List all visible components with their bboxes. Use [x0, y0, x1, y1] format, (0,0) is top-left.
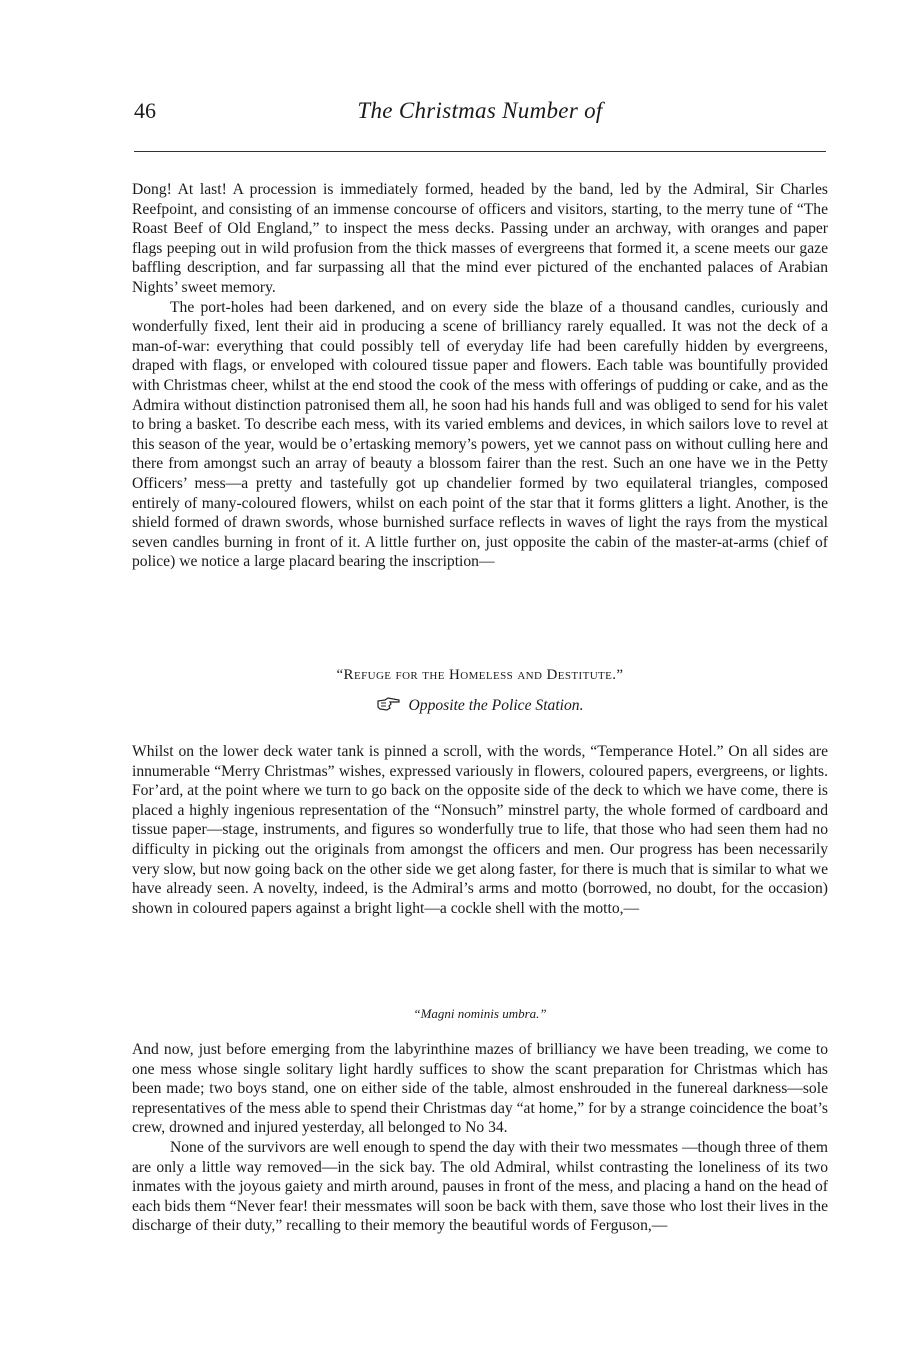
- page-header: [134, 98, 826, 128]
- header-rule: [134, 151, 826, 152]
- pointing-hand-icon: [377, 697, 401, 711]
- article-body-bottom: [132, 1040, 828, 1236]
- placard-subline: [132, 696, 828, 716]
- paragraph-temperance: Whilst on the lower deck water tank is pinned a scroll, with the words, “Temperance Hotel.” On all sides are innumerable “Merry Christmas” wishes, expressed variously in flowers, coloured papers, evergreens, or lights. For’ard, at the point where we turn to go back on the opposite side of the deck to which we have come, there is placed a highly ingenious representation of the “Nonsuch” minstrel party, the whole formed of cardboard and tissue paper—stage, instruments, and figures so wonderfully true to life, that those who had seen them had no difficulty in picking out the originals from amongst the officers and men. Our progress has been necessarily very slow, but now going back on the other side we get along faster, for there is much that is similar to what we have already seen. A novelty, indeed, is the Admiral’s arms and motto (borrowed, no doubt, for the occasion) shown in coloured papers against a bright light—a cockle shell with the motto,—: [132, 743, 828, 917]
- paragraph-survivors: None of the survivors are well enough to spend the day with their two messmates —though three of them are only a little way removed—in the sick bay. The old Admiral, whilst contrasting the loneliness of its two inmates with the joyous gaiety and mirth around, pauses in front of the mess, and placing a hand on the head of each bids them “Never fear! their messmates will soon be back with them, save those who lost their lives in the discharge of their duty,” recalling to their memory the beautiful words of Ferguson,—: [132, 1138, 828, 1235]
- article-body-middle: [132, 742, 828, 918]
- paragraph-procession: Dong! At last! A procession is immediately formed, headed by the band, led by the Admiral, Sir Charles Reefpoint, and consisting of an immense concourse of officers and visitors, starting, to the merry tune of “The Roast Beef of Old England,” to inspect the mess decks. Passing under an archway, with oranges and paper flags peeping out in wild profusion from the thick masses of evergreens that formed it, a scene meets our gaze baffling description, and far surpassing all that the mind ever pictured of the enchanted palaces of Arabian Nights’ sweet memory.: [132, 181, 828, 296]
- article-body-top: [132, 180, 828, 572]
- placard-subline-text: Opposite the Police Station.: [408, 697, 584, 714]
- paragraph-solitary-mess: And now, just before emerging from the labyrinthine mazes of brilliancy we have been treading, we come to one mess whose single solitary light hardly suffices to show the scant preparation for Christmas which has been made; two boys stand, one on either side of the table, almost enshrouded in the funereal darkness—sole representatives of the mess able to spend their Christmas day “at home,” for by a strange coincidence the boat’s crew, drowned and injured yesterday, all belonged to No 34.: [132, 1041, 828, 1137]
- running-title: The Christmas Number of: [357, 98, 603, 123]
- placard-inscription: “Refuge for the Homeless and Destitute.”: [336, 667, 624, 683]
- page-number: 46: [134, 98, 156, 123]
- paragraph-port-holes: The port-holes had been darkened, and on every side the blaze of a thousand candles, curiously and wonderfully fixed, lent their aid in producing a scene of brilliancy rarely equalled. It was not the deck of a man-of-war: everything that could possibly tell of everyday life had been carefully hidden by evergreens, draped with flags, or enveloped with coloured tissue paper and flowers. Each table was bountifully provided with Christmas cheer, whilst at the end stood the cook of the mess with offerings of pudding or cake, and as the Admira without distinction patronised them all, he soon had his hands full and was obliged to send for his valet to bring a basket. To describe each mess, with its varied emblems and devices, in which sailors love to revel at this season of the year, would be o’ertasking memory’s powers, yet we cannot pass on without culling here and there from amongst such an array of beauty a blossom fairer than the rest. Such an one have we in the Petty Officers’ mess—a pretty and tastefully got up chandelier formed by two equilateral triangles, composed entirely of many-coloured flowers, whilst on each point of the star that it forms glitters a light. Another, is the shield formed of drawn swords, whose burnished surface reflects in waves of light the rays from the mystical seven candles burning in front of it. A little further on, just opposite the cabin of the master-at-arms (chief of police) we notice a large placard bearing the inscription—: [132, 298, 828, 571]
- motto-quote: “Magni nominis umbra.”: [413, 1006, 547, 1021]
